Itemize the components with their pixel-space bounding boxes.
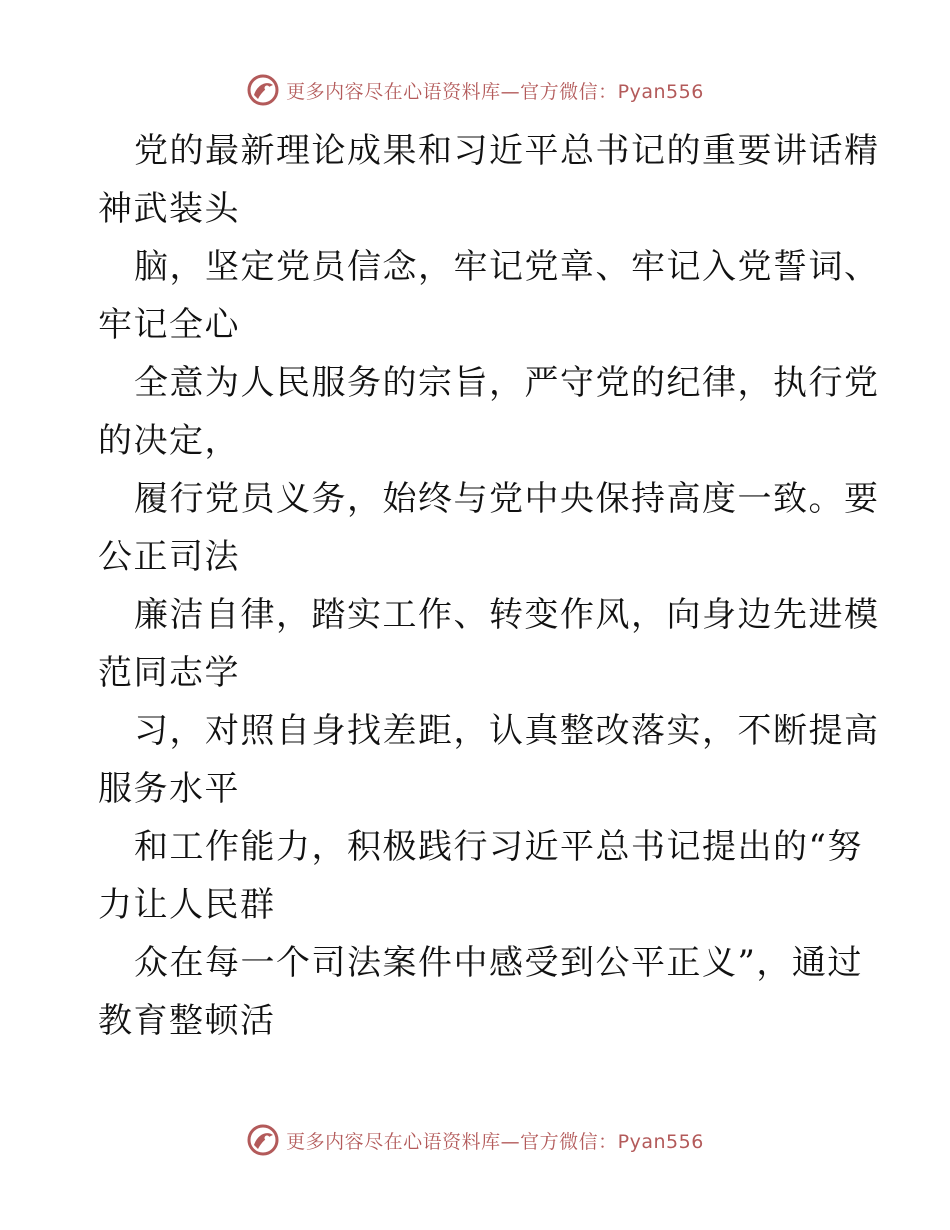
text-line: 教育整顿活 bbox=[98, 1001, 276, 1041]
header-banner-text: 更多内容尽在心语资料库—官方微信：Pyan556 bbox=[286, 80, 704, 103]
text-line: 履行党员义务，始终与党中央保持高度一致。要 bbox=[134, 479, 880, 519]
text-line: 全意为人民服务的宗旨，严守党的纪律，执行党 bbox=[134, 363, 880, 403]
text-line: 神武装头 bbox=[98, 189, 240, 229]
text-line: 廉洁自律，踏实工作、转变作风，向身边先进模 bbox=[134, 595, 880, 635]
text-line: 牢记全心 bbox=[98, 305, 240, 345]
text-line: 脑，坚定党员信念，牢记党章、牢记入党誓词、 bbox=[134, 247, 880, 287]
footer-banner-text: 更多内容尽在心语资料库—官方微信：Pyan556 bbox=[286, 1130, 704, 1153]
text-line: 众在每一个司法案件中感受到公平正义”，通过 bbox=[134, 943, 863, 983]
text-line: 范同志学 bbox=[98, 653, 240, 693]
document-body bbox=[98, 122, 880, 1050]
footer-banner bbox=[0, 1120, 950, 1160]
text-line: 习，对照自身找差距，认真整改落实，不断提高 bbox=[134, 711, 880, 751]
logo-icon bbox=[246, 73, 280, 107]
text-line: 和工作能力，积极践行习近平总书记提出的“努 bbox=[134, 827, 863, 867]
header-banner bbox=[0, 70, 950, 110]
text-line: 力让人民群 bbox=[98, 885, 276, 925]
text-line: 服务水平 bbox=[98, 769, 240, 809]
text-line: 公正司法 bbox=[98, 537, 240, 577]
logo-icon bbox=[246, 1123, 280, 1157]
text-line: 党的最新理论成果和习近平总书记的重要讲话精 bbox=[134, 131, 880, 171]
text-line: 的决定， bbox=[98, 421, 240, 461]
